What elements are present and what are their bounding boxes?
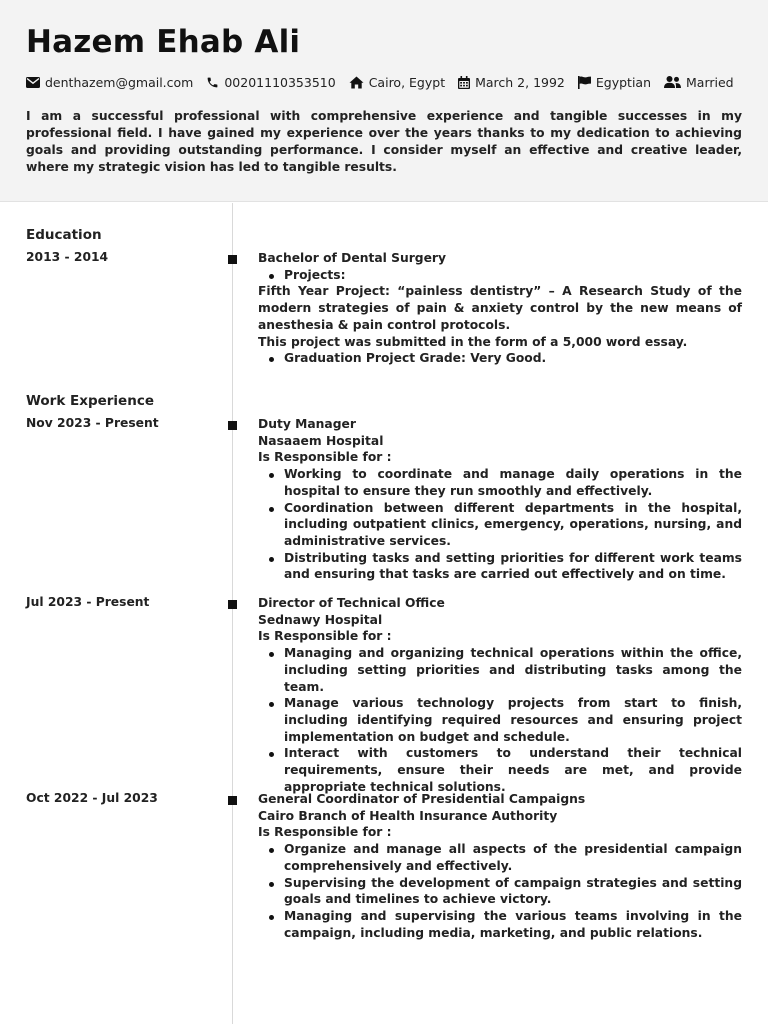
- grade-list: [258, 350, 742, 367]
- projects-list: [258, 267, 742, 284]
- contact-phone[interactable]: [206, 75, 335, 90]
- entry-content: [258, 416, 742, 583]
- organization: Cairo Branch of Health Insurance Authority: [258, 808, 558, 823]
- list-item: Managing and organizing technical operations within the office, including setting priorities and distributing tasks among the team.: [258, 645, 742, 695]
- contact-marital-status: [664, 75, 734, 90]
- responsibilities-label: Is Responsible for :: [258, 629, 392, 644]
- entry-content: [258, 791, 742, 941]
- list-item: Manage various technology projects from start to finish, including identifying required resources and ensuring project implementation on budget and schedule.: [258, 695, 742, 745]
- candidate-name: Hazem Ehab Ali: [26, 24, 301, 60]
- list-item: Distributing tasks and setting priorities for different work teams and ensuring that tasks are carried out effectively and on time.: [258, 550, 742, 583]
- profile-summary: I am a successful professional with comprehensive experience and tangible successes in my professional field. I have gained my experience over the years thanks to my dedication to achieving goals and providing outstanding performance. I consider myself an effective and creative leader, where my strategic vision has led to tangible results.: [26, 109, 742, 174]
- list-item: Graduation Project Grade: Very Good.: [258, 350, 742, 367]
- contact-nationality: [578, 75, 651, 90]
- entry-date: 2013 - 2014: [26, 250, 109, 264]
- responsibilities-label: Is Responsible for :: [258, 825, 392, 840]
- entry-date: Oct 2022 - Jul 2023: [26, 791, 158, 805]
- birthdate-text: March 2, 1992: [475, 74, 565, 90]
- project-note: This project was submitted in the form of a 5,000 word essay.: [258, 334, 688, 349]
- entry-date: Nov 2023 - Present: [26, 416, 159, 430]
- contact-birthdate: [458, 75, 565, 90]
- envelope-icon: [26, 77, 40, 88]
- contact-location: [349, 75, 445, 90]
- responsibilities-label: Is Responsible for :: [258, 450, 392, 465]
- home-icon: [349, 76, 364, 89]
- education-heading: Education: [26, 227, 102, 243]
- phone-icon: [206, 76, 219, 89]
- list-item: Managing and supervising the various teams involving in the campaign, including media, marketing, and public relations.: [258, 908, 742, 941]
- job-title: Duty Manager: [258, 417, 356, 431]
- timeline-marker: [228, 421, 237, 430]
- contact-email[interactable]: [26, 75, 193, 90]
- responsibilities-list: [258, 841, 742, 941]
- entry-content: [258, 250, 742, 367]
- list-item: Supervising the development of campaign strategies and setting goals and timelines to achieve victory.: [258, 875, 742, 908]
- entry-date: Jul 2023 - Present: [26, 595, 150, 609]
- organization: Sednawy Hospital: [258, 612, 383, 627]
- timeline-line: [232, 203, 233, 1024]
- timeline-marker: [228, 600, 237, 609]
- list-item: Working to coordinate and manage daily operations in the hospital to ensure they run smoothly and effectively.: [258, 466, 742, 499]
- nationality-text: Egyptian: [595, 74, 652, 90]
- timeline-marker: [228, 255, 237, 264]
- project-description: Fifth Year Project: “painless dentistry” – A Research Study of the modern strategies of pain & anxiety control by the new means of anesthesia & pain control protocols.: [258, 284, 742, 332]
- phone-text: 00201110353510: [224, 74, 336, 90]
- organization: Nasaaem Hospital: [258, 433, 384, 448]
- contact-bar: [26, 73, 747, 91]
- list-item: Organize and manage all aspects of the presidential campaign comprehensively and effectively.: [258, 841, 742, 874]
- responsibilities-list: [258, 466, 742, 583]
- job-title: Director of Technical Office: [258, 596, 445, 610]
- entry-content: [258, 595, 742, 795]
- location-text: Cairo, Egypt: [368, 74, 446, 90]
- job-title: General Coordinator of Presidential Campaigns: [258, 792, 586, 806]
- list-item: Projects:: [258, 267, 742, 284]
- email-text: denthazem@gmail.com: [45, 74, 194, 90]
- list-item: Coordination between different departments in the hospital, including outpatient clinics, emergency, operations, nursing, and administrative services.: [258, 500, 742, 550]
- responsibilities-list: [258, 645, 742, 795]
- timeline-marker: [228, 796, 237, 805]
- marital-status-text: Married: [686, 74, 734, 90]
- resume-header: [0, 0, 768, 202]
- users-icon: [664, 76, 681, 88]
- degree-title: Bachelor of Dental Surgery: [258, 251, 447, 265]
- list-item: Interact with customers to understand their technical requirements, ensure their needs are met, and provide appropriate technical solutions.: [258, 745, 742, 795]
- flag-icon: [578, 76, 591, 89]
- calendar-icon: [458, 76, 470, 89]
- work-experience-heading: Work Experience: [26, 393, 154, 409]
